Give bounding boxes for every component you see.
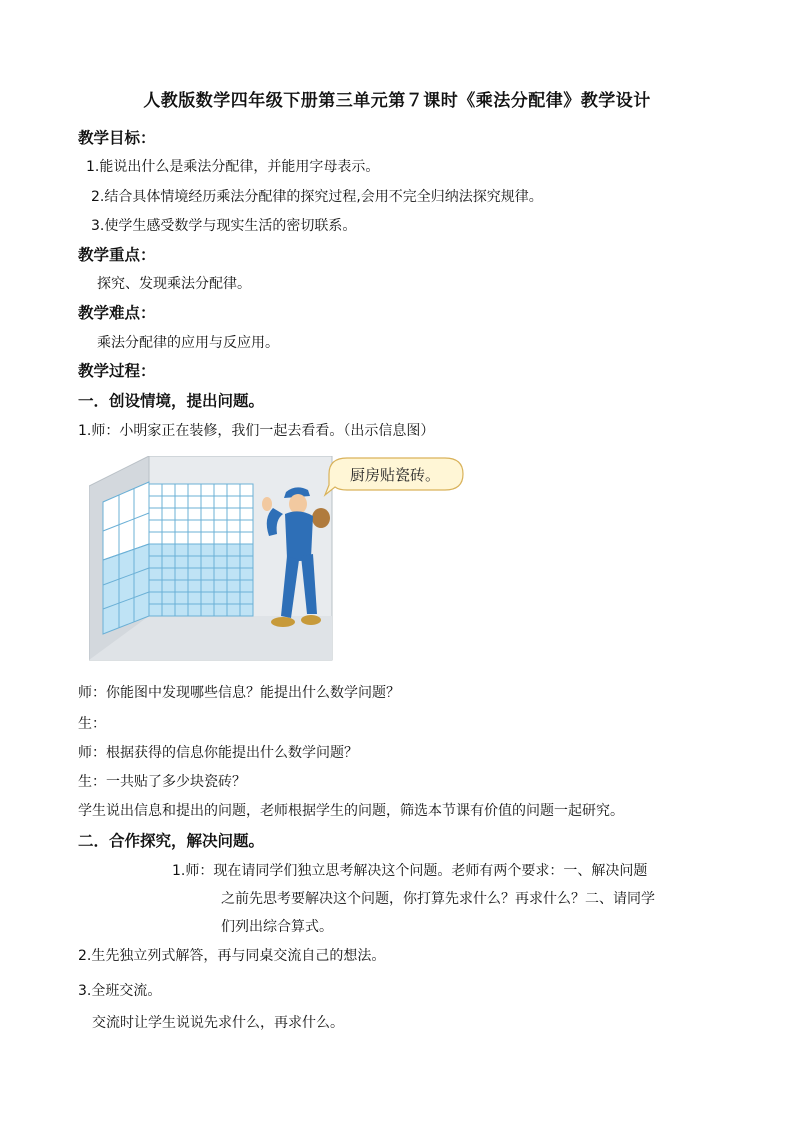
wall-tile xyxy=(149,568,162,580)
part2-step1-line-1: 1.师：现在请同学们独立思考解决这个问题。老师有两个要求：一、解决问题 xyxy=(172,863,648,879)
wall-tile xyxy=(227,484,240,496)
wall-tile xyxy=(214,532,227,544)
wall-tile xyxy=(227,568,240,580)
wall-tile xyxy=(240,520,253,532)
wall-tile xyxy=(149,484,162,496)
wall-tile xyxy=(149,556,162,568)
wall-tile xyxy=(175,508,188,520)
wall-tile xyxy=(214,544,227,556)
wall-tile xyxy=(162,508,175,520)
part2-step3: 3.全班交流。 xyxy=(78,983,162,999)
wall-tile xyxy=(201,496,214,508)
wall-tile xyxy=(162,592,175,604)
wall-tile xyxy=(214,520,227,532)
wall-tile xyxy=(188,520,201,532)
wall-tile xyxy=(162,484,175,496)
wall-tile xyxy=(188,556,201,568)
wall-tile xyxy=(240,592,253,604)
wall-tile xyxy=(214,496,227,508)
wall-tile xyxy=(175,520,188,532)
wall-tile xyxy=(188,580,201,592)
goal-item-2: 2.结合具体情境经历乘法分配律的探究过程,会用不完全归纳法探究规律。 xyxy=(91,189,543,205)
wall-tile xyxy=(162,544,175,556)
wall-tile xyxy=(227,520,240,532)
wall-tile xyxy=(188,604,201,616)
part2-step2: 2.生先独立列式解答，再与同桌交流自己的想法。 xyxy=(78,948,386,964)
wall-tile xyxy=(240,532,253,544)
wall-tile xyxy=(188,592,201,604)
wall-tile xyxy=(201,604,214,616)
wall-tile xyxy=(162,532,175,544)
wall-tile xyxy=(162,556,175,568)
wall-tile xyxy=(227,580,240,592)
part2-step1-line-2: 之前先思考要解决这个问题，你打算先求什么？再求什么？二、请同学 xyxy=(221,891,655,907)
tiling-illustration xyxy=(89,456,469,661)
wall-tile xyxy=(149,580,162,592)
speech-bubble-text: 厨房贴瓷砖。 xyxy=(349,466,441,484)
wall-tile xyxy=(214,604,227,616)
wall-tile xyxy=(149,592,162,604)
key-text: 探究、发现乘法分配律。 xyxy=(97,276,251,292)
tiling-scene-svg xyxy=(89,456,469,661)
dialogue-line-5: 学生说出信息和提出的问题，老师根据学生的问题，筛选本节课有价值的问题一起研究。 xyxy=(78,803,624,819)
speech-bubble xyxy=(325,458,463,495)
goal-item-3: 3.使学生感受数学与现实生活的密切联系。 xyxy=(91,218,357,234)
wall-tile xyxy=(149,520,162,532)
wall-tile xyxy=(188,496,201,508)
part1-step1: 1.师：小明家正在装修，我们一起去看看。（出示信息图） xyxy=(78,423,435,439)
wall-tile xyxy=(227,604,240,616)
wall-tile xyxy=(227,556,240,568)
wall-tile xyxy=(175,544,188,556)
wall-tile xyxy=(188,484,201,496)
wall-tile xyxy=(201,568,214,580)
wall-tile xyxy=(162,496,175,508)
wall-tile xyxy=(162,580,175,592)
wall-tile xyxy=(175,484,188,496)
wall-tile xyxy=(240,568,253,580)
wall-tile xyxy=(201,532,214,544)
wall-tile xyxy=(227,496,240,508)
wall-tile xyxy=(240,508,253,520)
wall-tile xyxy=(240,484,253,496)
part2-heading: 二．合作探究，解决问题。 xyxy=(78,831,265,850)
difficulty-text: 乘法分配律的应用与反应用。 xyxy=(97,335,279,351)
wall-tile xyxy=(149,496,162,508)
wall-tile xyxy=(149,532,162,544)
wall-tile xyxy=(240,496,253,508)
wall-tile xyxy=(240,604,253,616)
dialogue-line-2: 生： xyxy=(78,716,106,732)
part1-heading: 一．创设情境，提出问题。 xyxy=(78,391,265,410)
wall-tile xyxy=(188,568,201,580)
key-heading: 教学重点： xyxy=(78,245,156,264)
wall-tile xyxy=(162,520,175,532)
wall-tile xyxy=(149,604,162,616)
dialogue-line-4: 生：一共贴了多少块瓷砖？ xyxy=(78,774,246,790)
wall-tile xyxy=(214,568,227,580)
process-heading: 教学过程： xyxy=(78,361,156,380)
wall-tile xyxy=(214,556,227,568)
tile-grid xyxy=(149,484,253,616)
wall-tile xyxy=(201,556,214,568)
wall-tile xyxy=(201,580,214,592)
wall-tile xyxy=(227,532,240,544)
wall-tile xyxy=(240,544,253,556)
wall-tile xyxy=(162,568,175,580)
document-title: 人教版数学四年级下册第三单元第７课时《乘法分配律》教学设计 xyxy=(143,91,651,111)
wall-tile xyxy=(227,508,240,520)
wall-tile xyxy=(214,592,227,604)
difficulty-heading: 教学难点： xyxy=(78,303,156,322)
dialogue-line-3: 师：根据获得的信息你能提出什么数学问题？ xyxy=(78,745,358,761)
part2-step3-detail: 交流时让学生说说先求什么，再求什么。 xyxy=(92,1015,344,1031)
goals-heading: 教学目标： xyxy=(78,128,156,147)
wall-tile xyxy=(214,484,227,496)
wall-tile xyxy=(175,580,188,592)
wall-tile xyxy=(214,580,227,592)
wall-tile xyxy=(201,508,214,520)
wall-tile xyxy=(201,484,214,496)
wall-tile xyxy=(149,544,162,556)
wall-tile xyxy=(149,508,162,520)
goal-item-1: 1.能说出什么是乘法分配律，并能用字母表示。 xyxy=(86,159,380,175)
wall-tile xyxy=(175,592,188,604)
wall-tile xyxy=(175,604,188,616)
dialogue-line-1: 师：你能图中发现哪些信息？能提出什么数学问题？ xyxy=(78,685,400,701)
wall-tile xyxy=(188,532,201,544)
wall-tile xyxy=(188,508,201,520)
wall-tile xyxy=(214,508,227,520)
wall-tile xyxy=(188,544,201,556)
wall-tile xyxy=(162,604,175,616)
wall-tile xyxy=(175,568,188,580)
wall-tile xyxy=(175,532,188,544)
wall-tile xyxy=(175,496,188,508)
wall-tile xyxy=(240,556,253,568)
part2-step1-line-3: 们列出综合算式。 xyxy=(221,919,333,935)
wall-tile xyxy=(227,592,240,604)
wall-tile xyxy=(201,520,214,532)
wall-tile xyxy=(201,592,214,604)
wall-tile xyxy=(240,580,253,592)
wall-tile xyxy=(227,544,240,556)
wall-tile xyxy=(201,544,214,556)
wall-tile xyxy=(175,556,188,568)
